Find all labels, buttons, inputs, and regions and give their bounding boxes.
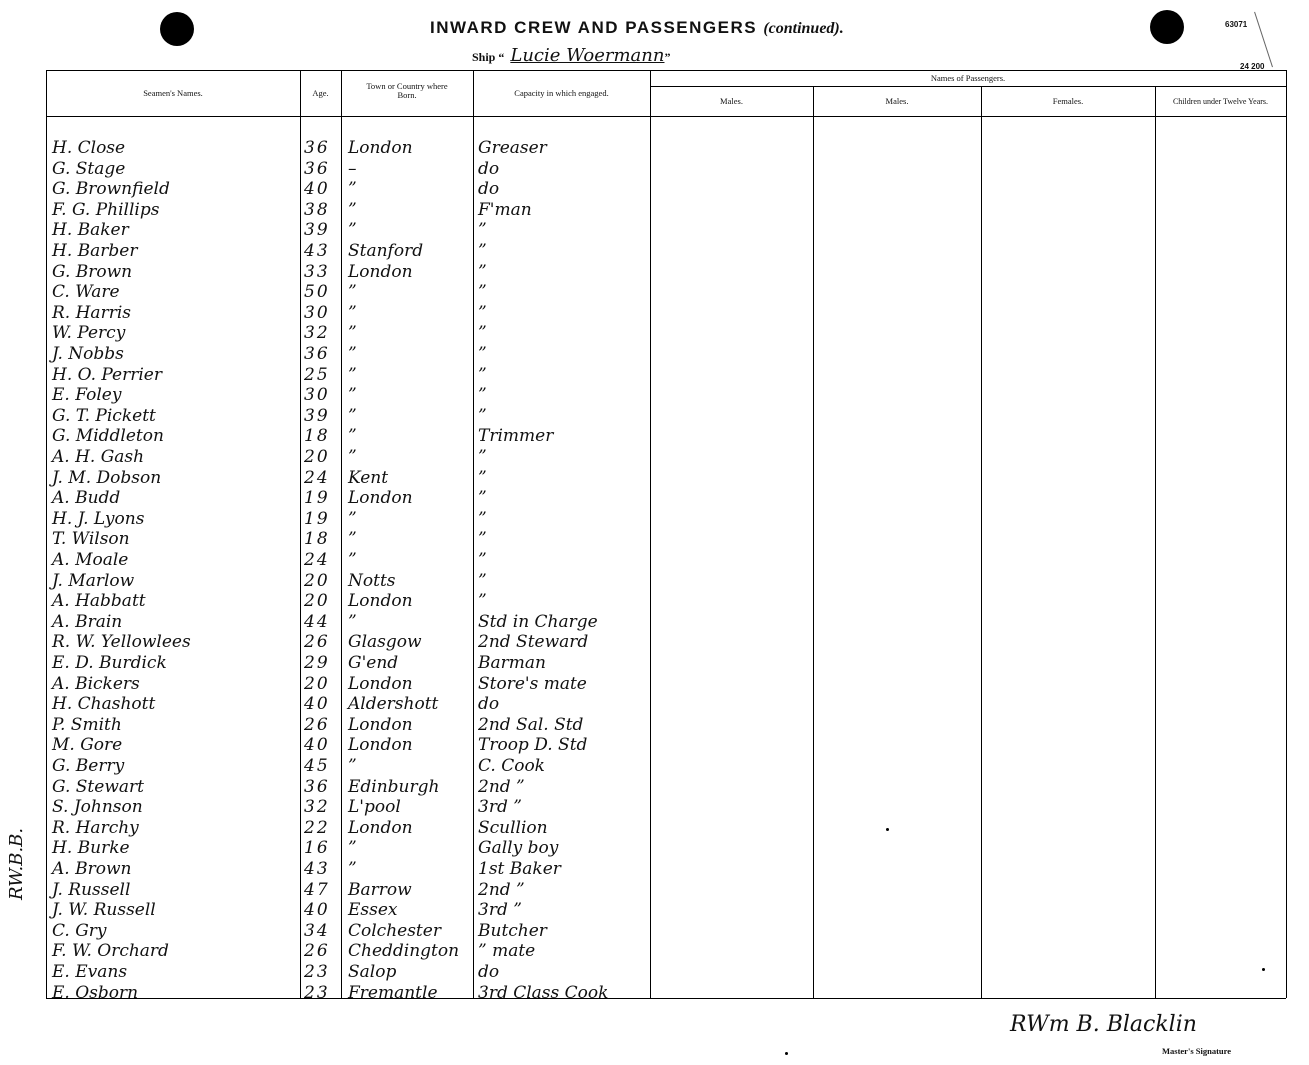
- crew-name: E. Evans: [52, 962, 128, 982]
- crew-birthplace: ”: [348, 426, 357, 447]
- crew-capacity: ”: [478, 302, 487, 323]
- crew-name: R. Harris: [52, 302, 131, 323]
- crew-age: 19: [304, 488, 330, 509]
- crew-birthplace: ”: [348, 364, 357, 385]
- crew-name: E. Foley: [52, 385, 122, 406]
- crew-row: [0, 488, 1309, 509]
- crew-row: [0, 550, 1309, 571]
- crew-birthplace: Salop: [348, 962, 397, 982]
- header-age: Age.: [312, 88, 329, 98]
- crew-age: 20: [304, 591, 330, 612]
- crew-row: [0, 900, 1309, 921]
- crew-name: A. Brown: [52, 859, 132, 879]
- crew-birthplace: ”: [348, 838, 357, 859]
- master-signature: RWm B. Blacklin: [1010, 1012, 1197, 1037]
- crew-birthplace: L'pool: [348, 797, 401, 818]
- crew-birthplace: London: [348, 735, 413, 756]
- crew-age: 36: [304, 344, 330, 364]
- crew-capacity: F'man: [478, 199, 532, 220]
- crew-row: [0, 385, 1309, 406]
- header-males-1: Males.: [720, 96, 743, 106]
- crew-birthplace: ”: [348, 323, 357, 344]
- crew-name: J. Nobbs: [52, 344, 124, 364]
- form-number: 63071: [1225, 20, 1248, 29]
- crew-row: [0, 571, 1309, 592]
- crew-name: H. Close: [52, 138, 126, 158]
- crew-birthplace: ”: [348, 344, 357, 364]
- crew-row: [0, 818, 1309, 839]
- crew-birthplace: Essex: [348, 900, 398, 921]
- crew-capacity: ”: [478, 467, 487, 488]
- crew-birthplace: Glasgow: [348, 632, 422, 653]
- crew-age: 34: [304, 920, 330, 941]
- crew-row: [0, 612, 1309, 633]
- crew-row: [0, 200, 1309, 221]
- crew-row: [0, 426, 1309, 447]
- crew-age: 20: [304, 447, 330, 467]
- crew-capacity: 2nd ”: [478, 776, 525, 797]
- crew-capacity: ”: [478, 241, 487, 261]
- crew-age: 40: [304, 694, 330, 715]
- crew-name: G. Brown: [52, 261, 133, 282]
- crew-birthplace: G'end: [348, 653, 399, 673]
- crew-age: 30: [304, 385, 330, 406]
- crew-birthplace: ”: [348, 550, 357, 570]
- header-passengers-group: Names of Passengers.: [930, 73, 1006, 83]
- crew-row: [0, 921, 1309, 942]
- crew-row: [0, 220, 1309, 241]
- crew-name: J. Russell: [52, 879, 131, 900]
- header-bottom-rule: [46, 116, 1286, 117]
- crew-name: A. Brain: [52, 611, 123, 632]
- crew-birthplace: ”: [348, 529, 357, 550]
- crew-row: [0, 941, 1309, 962]
- crew-row: [0, 447, 1309, 468]
- crew-name: A. Bickers: [52, 673, 140, 694]
- crew-row: [0, 406, 1309, 427]
- crew-row: [0, 674, 1309, 695]
- crew-age: 26: [304, 714, 330, 735]
- crew-name: H. J. Lyons: [52, 508, 145, 529]
- crew-birthplace: London: [348, 817, 413, 838]
- crew-capacity: ”: [478, 220, 487, 241]
- crew-row: [0, 735, 1309, 756]
- title-suffix: (continued).: [763, 20, 844, 37]
- crew-capacity: Scullion: [478, 817, 548, 838]
- crew-age: 26: [304, 941, 330, 962]
- crew-row: [0, 756, 1309, 777]
- crew-age: 45: [304, 756, 330, 776]
- crew-age: 30: [304, 302, 330, 323]
- crew-age: 32: [304, 323, 330, 344]
- crew-capacity: Troop D. Std: [478, 735, 588, 756]
- crew-name: G. Brownfield: [52, 179, 170, 200]
- crew-name: A. Budd: [52, 488, 121, 509]
- crew-name: G. Stage: [52, 158, 126, 179]
- crew-name: A. Habbatt: [52, 591, 146, 612]
- page-title: [430, 18, 844, 38]
- crew-age: 24: [304, 550, 330, 570]
- crew-capacity: 3rd ”: [478, 797, 522, 818]
- crew-row: [0, 529, 1309, 550]
- crew-name: C. Gry: [52, 920, 107, 941]
- crew-name: F. G. Phillips: [52, 199, 160, 220]
- crew-row: [0, 509, 1309, 530]
- crew-row: [0, 880, 1309, 901]
- ship-close-quote: ”: [664, 50, 671, 64]
- crew-row: [0, 591, 1309, 612]
- crew-age: 40: [304, 179, 330, 200]
- header-children: Children under Twelve Years.: [1172, 97, 1269, 106]
- crew-row: [0, 241, 1309, 262]
- crew-age: 40: [304, 735, 330, 756]
- crew-age: 32: [304, 797, 330, 818]
- crew-birthplace: London: [348, 138, 413, 158]
- crew-capacity: ”: [478, 282, 487, 303]
- crew-capacity: ”: [478, 570, 487, 591]
- crew-capacity: Greaser: [478, 138, 547, 158]
- crew-name: J. W. Russell: [52, 900, 156, 921]
- crew-row: [0, 983, 1309, 1004]
- crew-birthplace: ”: [348, 859, 357, 879]
- crew-birthplace: ”: [348, 405, 357, 426]
- crew-row: [0, 159, 1309, 180]
- crew-name: H. Burke: [52, 838, 130, 859]
- crew-capacity: ”: [478, 508, 487, 529]
- title-text: INWARD CREW AND PASSENGERS: [430, 18, 758, 37]
- crew-birthplace: Edinburgh: [348, 776, 440, 797]
- crew-age: 43: [304, 241, 330, 261]
- crew-name: H. O. Perrier: [52, 364, 162, 385]
- crew-capacity: ”: [478, 529, 487, 550]
- crew-birthplace: ”: [348, 385, 357, 406]
- crew-capacity: ”: [478, 447, 487, 467]
- crew-name: H. Chashott: [52, 694, 156, 715]
- crew-name: W. Percy: [52, 323, 126, 344]
- crew-capacity: ”: [478, 550, 487, 570]
- crew-row: [0, 323, 1309, 344]
- corner-stamp-mark: [1254, 0, 1309, 67]
- crew-name: R. W. Yellowlees: [52, 632, 191, 653]
- header-seamen-names: Seamen's Names.: [143, 88, 203, 98]
- crew-row: [0, 365, 1309, 386]
- crew-row: [0, 138, 1309, 159]
- crew-birthplace: –: [348, 158, 357, 179]
- crew-capacity: Store's mate: [478, 673, 587, 694]
- crew-age: 24: [304, 467, 330, 488]
- form-code: 24 200: [1240, 62, 1265, 71]
- crew-name: F. W. Orchard: [52, 941, 169, 962]
- crew-capacity: Std in Charge: [478, 611, 598, 632]
- crew-name: A. H. Gash: [52, 447, 145, 467]
- crew-capacity: do: [478, 962, 500, 982]
- ship-line: [472, 45, 670, 66]
- header-females: Females.: [1052, 96, 1084, 106]
- ink-speck: [886, 828, 889, 831]
- ship-label: Ship “: [472, 50, 505, 64]
- crew-birthplace: Notts: [348, 570, 396, 591]
- crew-capacity: ”: [478, 385, 487, 406]
- crew-name: G. T. Pickett: [52, 405, 156, 426]
- ink-speck: [785, 1052, 788, 1055]
- table-top-rule: [46, 70, 1286, 71]
- crew-name: S. Johnson: [52, 797, 143, 818]
- crew-birthplace: ”: [348, 199, 357, 220]
- signature-label: Master's Signature: [1162, 1046, 1232, 1056]
- crew-capacity: ”: [478, 261, 487, 282]
- crew-name: G. Stewart: [52, 776, 144, 797]
- crew-birthplace: Barrow: [348, 879, 412, 900]
- crew-row: [0, 962, 1309, 983]
- crew-age: 22: [304, 817, 330, 838]
- crew-row: [0, 282, 1309, 303]
- crew-age: 39: [304, 220, 330, 241]
- crew-birthplace: ”: [348, 508, 357, 529]
- crew-name: C. Ware: [52, 282, 120, 303]
- header-males-2: Males.: [885, 96, 909, 106]
- crew-name: P. Smith: [52, 714, 122, 735]
- crew-age: 38: [304, 199, 330, 220]
- header-town: Town or Country where Born.: [366, 81, 448, 100]
- crew-capacity: ”: [478, 344, 487, 364]
- crew-capacity: 2nd Steward: [478, 632, 589, 653]
- crew-row: [0, 777, 1309, 798]
- crew-birthplace: ”: [348, 756, 357, 776]
- crew-birthplace: ”: [348, 302, 357, 323]
- crew-birthplace: London: [348, 261, 413, 282]
- crew-age: 18: [304, 426, 330, 447]
- crew-age: 40: [304, 900, 330, 921]
- crew-birthplace: ”: [348, 611, 357, 632]
- crew-row: [0, 303, 1309, 324]
- crew-age: 23: [304, 962, 330, 982]
- crew-name: E. Osborn: [52, 982, 139, 1003]
- crew-name: G. Berry: [52, 756, 125, 776]
- crew-capacity: 1st Baker: [478, 859, 561, 879]
- header-capacity: Capacity in which engaged.: [514, 88, 609, 98]
- crew-capacity: 3rd Class Cook: [478, 982, 609, 1003]
- crew-age: 19: [304, 508, 330, 529]
- punch-hole-left: [160, 12, 194, 46]
- crew-row: [0, 653, 1309, 674]
- ship-name: Lucie Woermann: [510, 45, 665, 66]
- crew-name: J. Marlow: [52, 570, 135, 591]
- crew-birthplace: ”: [348, 447, 357, 467]
- crew-age: 50: [304, 282, 330, 303]
- crew-name: T. Wilson: [52, 529, 130, 550]
- crew-capacity: 2nd Sal. Std: [478, 714, 584, 735]
- crew-capacity: 3rd ”: [478, 900, 522, 921]
- crew-row: [0, 632, 1309, 653]
- crew-name: H. Barber: [52, 241, 138, 261]
- crew-age: 33: [304, 261, 330, 282]
- crew-capacity: ”: [478, 323, 487, 344]
- crew-capacity: Gally boy: [478, 838, 559, 859]
- crew-name: A. Moale: [52, 550, 129, 570]
- crew-birthplace: ”: [348, 220, 357, 241]
- crew-birthplace: Colchester: [348, 920, 441, 941]
- crew-age: 18: [304, 529, 330, 550]
- crew-capacity: C. Cook: [478, 756, 545, 776]
- crew-name: R. Harchy: [52, 817, 139, 838]
- crew-age: 23: [304, 982, 330, 1003]
- crew-capacity: do: [478, 694, 500, 715]
- crew-birthplace: Aldershott: [348, 694, 439, 715]
- crew-birthplace: Cheddington: [348, 941, 460, 962]
- crew-age: 39: [304, 405, 330, 426]
- crew-name: H. Baker: [52, 220, 129, 241]
- crew-capacity: ”: [478, 364, 487, 385]
- crew-age: 36: [304, 776, 330, 797]
- crew-age: 29: [304, 653, 330, 673]
- crew-name: G. Middleton: [52, 426, 164, 447]
- crew-birthplace: London: [348, 591, 413, 612]
- crew-capacity: Barman: [478, 653, 546, 673]
- crew-row: [0, 838, 1309, 859]
- crew-age: 44: [304, 611, 330, 632]
- crew-age: 16: [304, 838, 330, 859]
- crew-capacity: ”: [478, 591, 487, 612]
- crew-capacity: do: [478, 179, 500, 200]
- crew-capacity: ”: [478, 488, 487, 509]
- ink-speck: [1262, 968, 1265, 971]
- crew-row: [0, 694, 1309, 715]
- crew-row: [0, 344, 1309, 365]
- crew-age: 43: [304, 859, 330, 879]
- crew-age: 47: [304, 879, 330, 900]
- crew-age: 25: [304, 364, 330, 385]
- crew-capacity: do: [478, 158, 500, 179]
- passenger-group-rule: [650, 86, 1286, 87]
- crew-capacity: ” mate: [478, 941, 536, 962]
- crew-row: [0, 179, 1309, 200]
- crew-age: 36: [304, 138, 330, 158]
- crew-birthplace: London: [348, 714, 413, 735]
- crew-capacity: 2nd ”: [478, 879, 525, 900]
- crew-birthplace: London: [348, 673, 413, 694]
- crew-row: [0, 797, 1309, 818]
- crew-row: [0, 262, 1309, 283]
- crew-capacity: ”: [478, 405, 487, 426]
- crew-birthplace: ”: [348, 179, 357, 200]
- crew-birthplace: Stanford: [348, 241, 424, 261]
- margin-initials: RW.B.B.: [6, 827, 27, 900]
- crew-capacity: Trimmer: [478, 426, 554, 447]
- crew-age: 26: [304, 632, 330, 653]
- punch-hole-right: [1150, 10, 1184, 44]
- crew-age: 36: [304, 158, 330, 179]
- crew-age: 20: [304, 570, 330, 591]
- crew-row: [0, 859, 1309, 880]
- crew-age: 20: [304, 673, 330, 694]
- crew-birthplace: Kent: [348, 467, 389, 488]
- crew-birthplace: London: [348, 488, 413, 509]
- crew-capacity: Butcher: [478, 920, 547, 941]
- crew-birthplace: ”: [348, 282, 357, 303]
- crew-birthplace: Fremantle: [348, 982, 438, 1003]
- crew-name: M. Gore: [52, 735, 123, 756]
- crew-row: [0, 468, 1309, 489]
- crew-row: [0, 715, 1309, 736]
- crew-name: E. D. Burdick: [52, 653, 167, 673]
- crew-name: J. M. Dobson: [52, 467, 162, 488]
